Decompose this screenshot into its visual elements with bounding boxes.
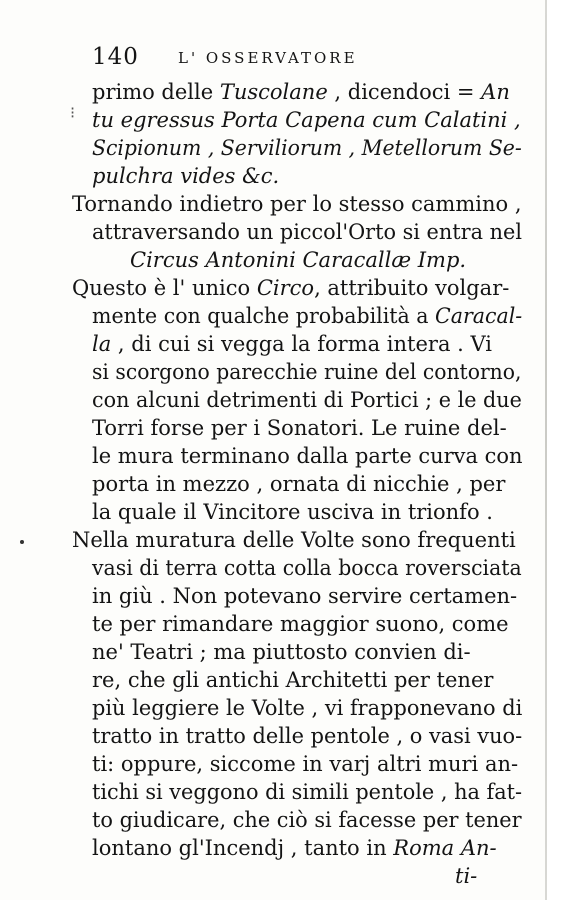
text-segment: le mura terminano dalla parte curva con bbox=[92, 444, 523, 468]
text-line bbox=[92, 722, 522, 750]
text-segment: , di cui si vegga la forma intera . Vi bbox=[111, 332, 493, 356]
italic-text-segment: Scipionum , Serviliorum , Metellorum Se- bbox=[92, 136, 522, 160]
text-segment: Torri forse per i Sonatori. Le ruine del- bbox=[92, 416, 507, 440]
text-segment: Nella muratura delle Volte sono frequenti bbox=[72, 528, 516, 552]
text-line bbox=[92, 806, 522, 834]
text-line bbox=[72, 274, 509, 302]
italic-text-segment: Tuscolane bbox=[219, 80, 328, 104]
text-line bbox=[92, 386, 522, 414]
text-segment: re, che gli antichi Architetti per tener bbox=[92, 668, 494, 692]
text-segment: la quale il Vincitore usciva in trionfo . bbox=[92, 500, 493, 524]
text-line bbox=[92, 442, 523, 470]
text-line bbox=[92, 778, 522, 806]
text-line bbox=[92, 162, 279, 190]
italic-text-segment: Circo bbox=[256, 276, 315, 300]
italic-text-segment: An bbox=[474, 80, 510, 104]
text-segment: in giù . Non potevano servire certamen- bbox=[92, 584, 518, 608]
text-segment: porta in mezzo , ornata di nicchie , per bbox=[92, 472, 506, 496]
italic-text-segment: Caracal- bbox=[435, 304, 523, 328]
page-margin-edge bbox=[547, 0, 567, 900]
text-line bbox=[92, 414, 507, 442]
text-line bbox=[92, 582, 517, 610]
text-line bbox=[72, 190, 522, 218]
italic-text-segment: ti- bbox=[455, 864, 478, 888]
text-line bbox=[92, 134, 522, 162]
running-head: L' OSSERVATORE bbox=[178, 49, 358, 67]
text-segment: con alcuni detrimenti di Portici ; e le due bbox=[92, 388, 522, 412]
text-line bbox=[92, 750, 518, 778]
text-line bbox=[92, 302, 522, 330]
italic-text-segment: Circus Antonini Caracallæ Imp. bbox=[130, 248, 467, 272]
text-segment: ti: oppure, siccome in varj altri muri an- bbox=[92, 752, 519, 776]
text-segment: tratto in tratto delle pentole , o vasi vuo- bbox=[92, 724, 523, 748]
italic-text-segment: tu egressus Porta Capena cum Calatini , bbox=[92, 108, 521, 132]
text-line bbox=[72, 526, 516, 554]
text-line bbox=[92, 498, 493, 526]
text-line bbox=[92, 694, 522, 722]
text-segment: Tornando indietro per lo stesso cammino , bbox=[72, 192, 522, 216]
text-segment: lontano gl'Incendj , tanto in bbox=[92, 836, 394, 860]
text-line bbox=[92, 638, 471, 666]
text-line bbox=[92, 470, 505, 498]
text-line bbox=[92, 218, 522, 246]
text-line bbox=[130, 246, 466, 274]
text-segment: to giudicare, che ciò si facesse per tener bbox=[92, 808, 522, 832]
page-speck bbox=[20, 540, 24, 544]
text-line bbox=[92, 554, 522, 582]
text-segment: , dicendoci bbox=[327, 80, 457, 104]
text-segment: attraversando un piccol'Orto si entra nel bbox=[92, 220, 522, 244]
italic-text-segment: la bbox=[92, 332, 112, 356]
text-segment: te per rimandare maggior suono, come bbox=[92, 612, 509, 636]
text-segment: primo delle bbox=[92, 80, 220, 104]
text-line bbox=[92, 358, 521, 386]
italic-text-segment: Roma An- bbox=[393, 836, 497, 860]
text-segment: = bbox=[456, 80, 475, 104]
italic-text-segment: pulchra vides &c. bbox=[92, 164, 280, 188]
text-segment: Questo è l' unico bbox=[72, 276, 257, 300]
page-header bbox=[92, 44, 402, 72]
text-segment: più leggiere le Volte , vi frapponevano di bbox=[92, 696, 523, 720]
text-line bbox=[92, 834, 497, 862]
text-segment: vasi di terra cotta colla bocca roversciata bbox=[92, 556, 522, 580]
page-number: 140 bbox=[92, 44, 139, 70]
text-line bbox=[92, 610, 509, 638]
text-line bbox=[92, 106, 521, 134]
text-line bbox=[455, 862, 477, 890]
margin-mark: ⁝ bbox=[70, 103, 76, 122]
text-segment: mente con qualche probabilità a bbox=[92, 304, 436, 328]
text-segment: si scorgono parecchie ruine del contorno, bbox=[92, 360, 522, 384]
text-line bbox=[92, 330, 492, 358]
text-segment: , attribuito volgar- bbox=[314, 276, 510, 300]
text-segment: tichi si veggono di simili pentole , ha fat- bbox=[92, 780, 523, 804]
text-line bbox=[92, 666, 493, 694]
text-line bbox=[92, 78, 510, 106]
text-segment: ne' Teatri ; ma piuttosto convien di- bbox=[92, 640, 471, 664]
